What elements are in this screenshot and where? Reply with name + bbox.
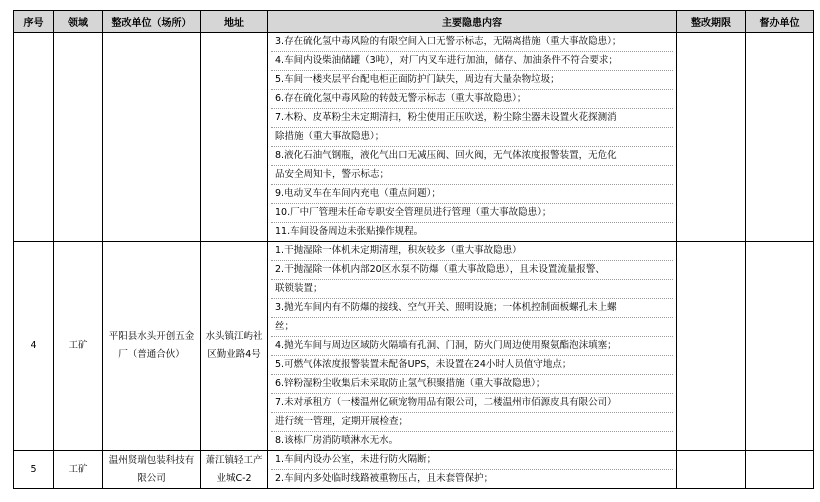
issue-line: 2.干抛湿除一体机内部20区水泵不防爆（重大事故隐患），且未设置流量报警、 bbox=[271, 261, 673, 280]
deadline-cell bbox=[677, 33, 746, 242]
issue-line: 5.可燃气体浓度报警装置未配备UPS，未设置在24小时人员值守地点； bbox=[271, 356, 673, 375]
table-row bbox=[14, 451, 814, 489]
issues-cell bbox=[268, 33, 677, 242]
issue-line: 8.该栋厂房消防喷淋水无水。 bbox=[275, 435, 399, 446]
issue-line: 6.锌粉湿粉尘收集后未采取防止氢气积聚措施（重大事故隐患）； bbox=[271, 375, 673, 394]
issue-line: 丝； bbox=[271, 318, 673, 337]
deadline-cell bbox=[677, 451, 746, 489]
header-deadline: 整改期限 bbox=[677, 11, 746, 33]
issue-line: 2.车间内多处临时线路被重物压占，且未套管保护； bbox=[275, 473, 494, 484]
address-cell bbox=[201, 33, 268, 242]
issues-cell bbox=[268, 242, 677, 451]
deadline-cell bbox=[677, 242, 746, 451]
header-row bbox=[14, 11, 814, 33]
issue-line: 4.车间内设柴油储罐（3吨），对厂内叉车进行加油，储存、加油条件不符合要求； bbox=[271, 52, 673, 71]
issue-line: 1.车间内设办公室，未进行防火隔断； bbox=[271, 451, 673, 470]
issue-line: 4.抛光车间与周边区域防火隔墙有孔洞、门洞，防火门周边使用聚氨酯泡沫填塞； bbox=[271, 337, 673, 356]
unit-cell: 温州贤瑞包装科技有限公司 bbox=[103, 451, 201, 489]
issue-line: 进行统一管理，定期开展检查； bbox=[271, 413, 673, 432]
issue-line: 8.液化石油气钢瓶，液化气出口无减压阀、回火阀，无气体浓度报警装置，无危化 bbox=[271, 147, 673, 166]
header-address: 地址 bbox=[201, 11, 268, 33]
issue-line: 9.电动叉车在车间内充电（重点问题）； bbox=[271, 185, 673, 204]
address-cell: 水头镇江屿社区勤业路4号 bbox=[201, 242, 268, 451]
seq-cell: 4 bbox=[14, 242, 54, 451]
address-cell: 萧江镇轻工产业城C-2 bbox=[201, 451, 268, 489]
issue-line: 3.抛光车间内有不防爆的接线、空气开关、照明设施；一体机控制面板螺孔未上螺 bbox=[271, 299, 673, 318]
seq-cell: 5 bbox=[14, 451, 54, 489]
issue-line: 7.未对承租方（一楼温州亿硕宠物用品有限公司，二楼温州市佰源皮具有限公司） bbox=[271, 394, 673, 413]
table-row bbox=[14, 242, 814, 451]
issue-line: 1.干抛湿除一体机未定期清理，积灰较多（重大事故隐患） bbox=[271, 242, 673, 261]
issue-line: 7.木粉、皮革粉尘未定期清扫，粉尘使用正压吹送，粉尘除尘器未设置火花探测消 bbox=[271, 109, 673, 128]
unit-cell: 平阳县水头开创五金厂（普通合伙） bbox=[103, 242, 201, 451]
supervisor-cell bbox=[746, 33, 814, 242]
issue-line: 10.厂中厂管理未任命专职安全管理员进行管理（重大事故隐患）； bbox=[271, 204, 673, 223]
issue-line: 除措施（重大事故隐患）； bbox=[271, 128, 673, 147]
header-unit: 整改单位（场所） bbox=[103, 11, 201, 33]
seq-cell bbox=[14, 33, 54, 242]
issues-cell bbox=[268, 451, 677, 489]
issue-line: 联锁装置； bbox=[271, 280, 673, 299]
supervisor-cell bbox=[746, 242, 814, 451]
issue-line: 品安全周知卡，警示标志； bbox=[271, 166, 673, 185]
domain-cell: 工矿 bbox=[54, 242, 103, 451]
domain-cell: 工矿 bbox=[54, 451, 103, 489]
header-domain: 领域 bbox=[54, 11, 103, 33]
issue-line: 5.车间一楼夹层平台配电柜正面防护门缺失，周边有大量杂物垃圾； bbox=[271, 71, 673, 90]
supervisor-cell bbox=[746, 451, 814, 489]
table-row bbox=[14, 33, 814, 242]
issue-line: 11.车间设备周边未张贴操作规程。 bbox=[275, 226, 424, 237]
header-seq: 序号 bbox=[14, 11, 54, 33]
unit-cell bbox=[103, 33, 201, 242]
domain-cell bbox=[54, 33, 103, 242]
header-issues: 主要隐患内容 bbox=[268, 11, 677, 33]
header-supervisor: 督办单位 bbox=[746, 11, 814, 33]
issue-line: 3.存在硫化氢中毒风险的有限空间入口无警示标志，无隔离措施（重大事故隐患）； bbox=[271, 33, 673, 52]
issue-line: 6.存在硫化氢中毒风险的转鼓无警示标志（重大事故隐患）； bbox=[271, 90, 673, 109]
hazard-rectification-table bbox=[13, 10, 814, 489]
